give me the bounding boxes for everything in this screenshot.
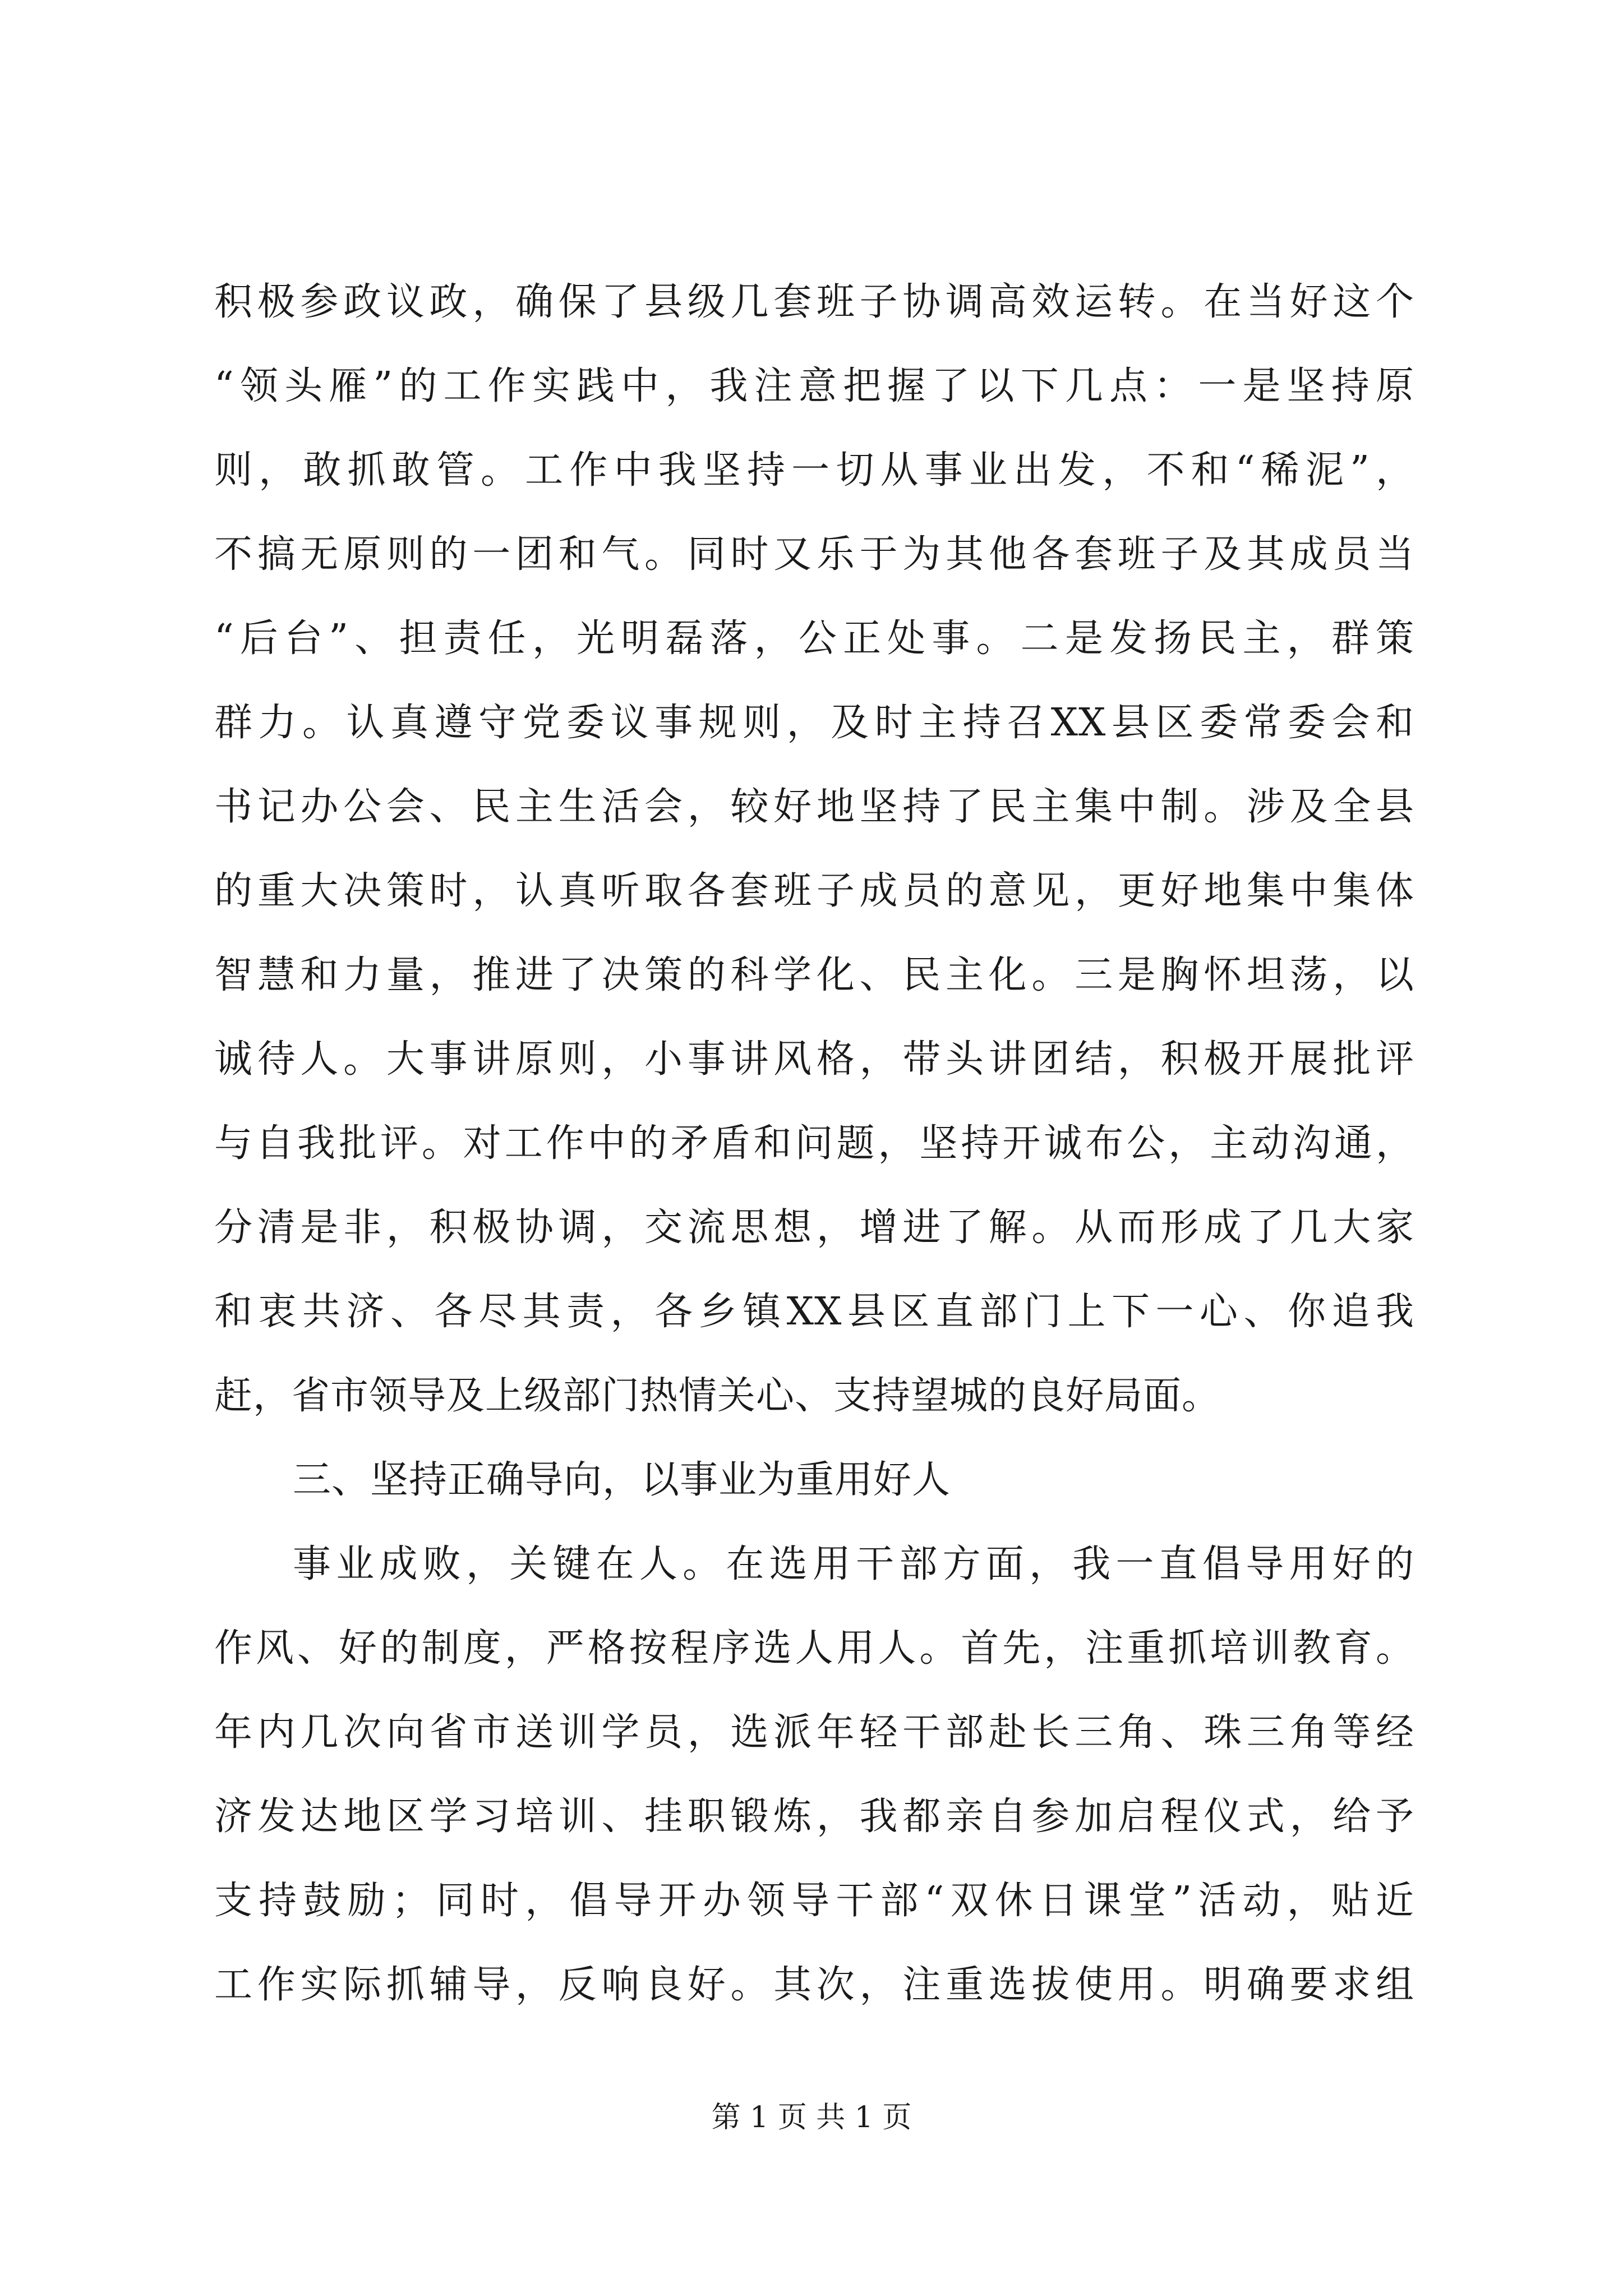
text-line: 年内几次向省市送训学员，选派年轻干部赴长三角、珠三角等经 [214,1710,1414,1755]
section-heading: 三、坚持正确导向，以事业为重用好人 [293,1458,951,1502]
text-line: 与自我批评。对工作中的矛盾和问题，坚持开诚布公，主动沟通， [214,1121,1414,1166]
text-line: 作风、好的制度，严格按程序选人用人。首先，注重抓培训教育。 [214,1626,1414,1671]
text-line: 事业成败，关键在人。在选用干部方面，我一直倡导用好的 [293,1542,1414,1586]
page-footer: 第 1 页 共 1 页 [711,2101,912,2134]
text-line: 的重大决策时，认真听取各套班子成员的意见，更好地集中集体 [214,869,1414,913]
text-line: 和衷共济、各尽其责，各乡镇XX县区直部门上下一心、你追我 [214,1290,1414,1334]
text-line: “后台”、担责任，光明磊落，公正处事。二是发扬民主，群策 [214,616,1414,661]
text-line: 济发达地区学习培训、挂职锻炼，我都亲自参加启程仪式，给予 [214,1795,1414,1839]
text-line: 则，敢抓敢管。工作中我坚持一切从事业出发，不和“稀泥”， [214,448,1414,493]
text-line: 智慧和力量，推进了决策的科学化、民主化。三是胸怀坦荡，以 [214,953,1414,997]
text-line: 赶，省市领导及上级部门热情关心、支持望城的良好局面。 [214,1374,1221,1418]
text-line: 分清是非，积极协调，交流思想，增进了解。从而形成了几大家 [214,1205,1414,1250]
text-line: 支持鼓励；同时，倡导开办领导干部“双休日课堂”活动，贴近 [214,1879,1414,1923]
text-line: 书记办公会、民主生活会，较好地坚持了民主集中制。涉及全县 [214,785,1414,829]
text-line: 诚待人。大事讲原则，小事讲风格，带头讲团结，积极开展批评 [214,1037,1414,1082]
text-line: 工作实际抓辅导，反响良好。其次，注重选拔使用。明确要求组 [214,1963,1414,2007]
document-body [214,260,1414,2027]
text-line: 积极参政议政，确保了县级几套班子协调高效运转。在当好这个 [214,280,1414,324]
text-line: “领头雁”的工作实践中，我注意把握了以下几点：一是坚持原 [214,364,1414,408]
text-line: 群力。认真遵守党委议事规则，及时主持召XX县区委常委会和 [214,701,1414,745]
text-line: 不搞无原则的一团和气。同时又乐于为其他各套班子及其成员当 [214,532,1414,577]
